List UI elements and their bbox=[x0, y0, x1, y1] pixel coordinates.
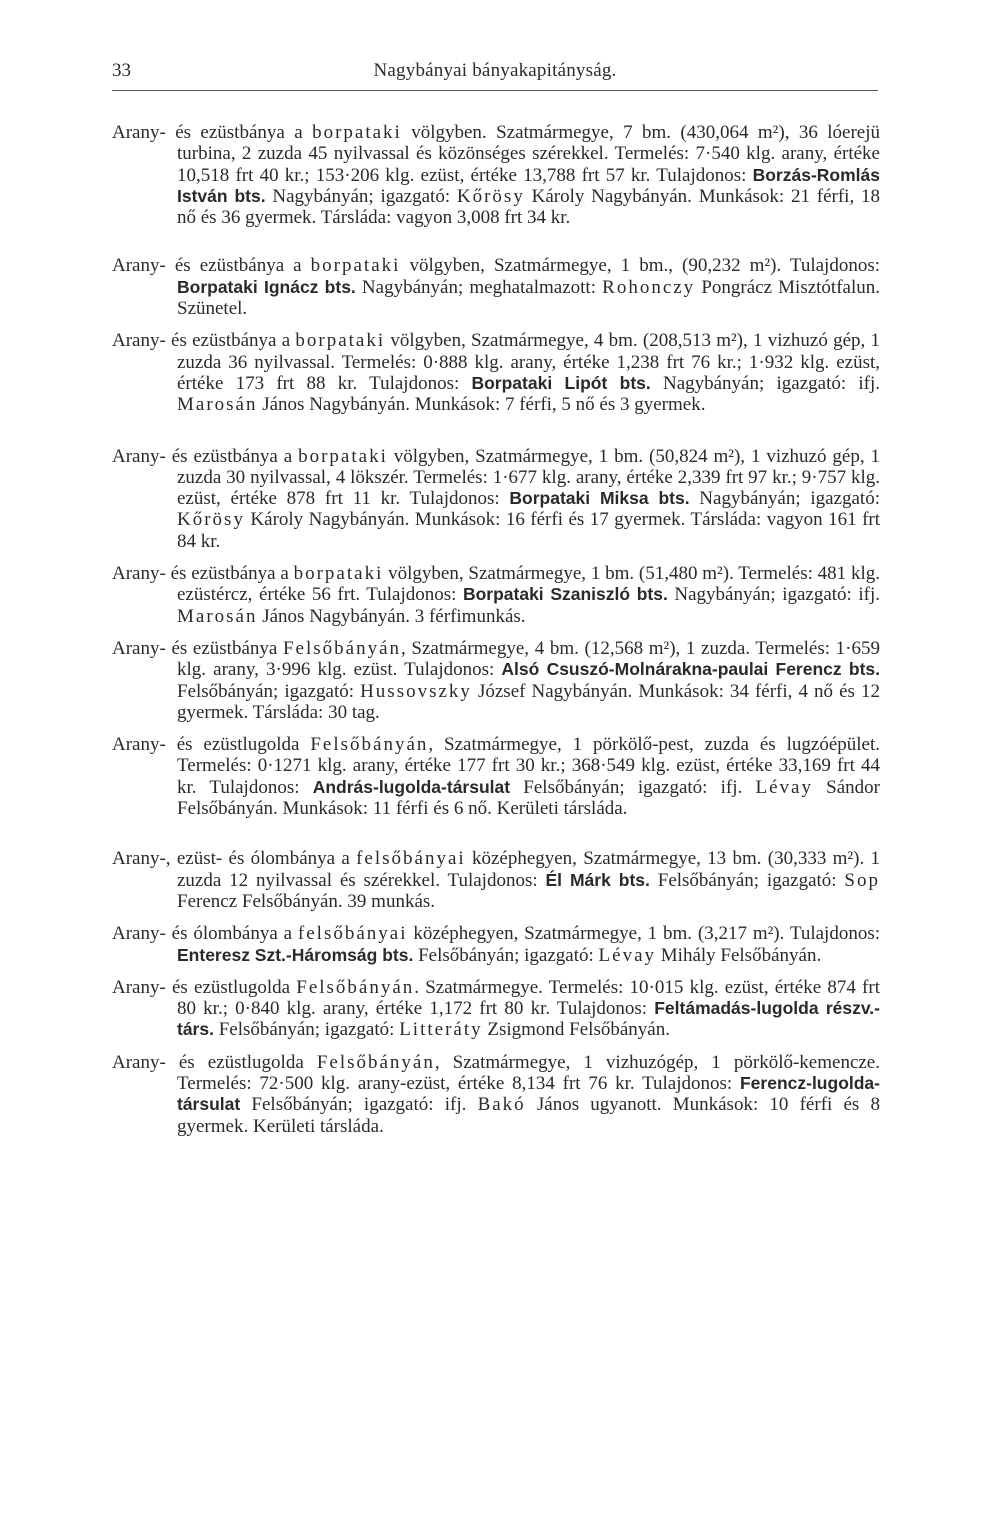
manager-name: Sop bbox=[844, 869, 880, 891]
place-name: borpataki bbox=[312, 122, 402, 143]
place-name: borpataki bbox=[298, 445, 388, 467]
manager-name: Rohonczy bbox=[602, 276, 696, 298]
place-name: borpataki bbox=[295, 330, 386, 352]
owner-name: Ferencz-lugolda-társulat bbox=[177, 1072, 880, 1115]
owner-name: Él Márk bts. bbox=[545, 869, 650, 890]
manager-name: Hussovszky bbox=[360, 680, 472, 702]
mine-entry: Arany- és ezüstbánya a borpataki völgyben, Szatmármegye, 1 bm., (90,232 m²). Tulajdonos: Borpataki Ignácz bts. Nagybányán; meghatalmazott: Rohonczy Pongrácz Misztótfalun. Szünetel. bbox=[112, 255, 881, 320]
manager-name: Lévay bbox=[755, 776, 813, 798]
owner-name: Alsó Csuszó-Molnárakna-paulai Ferencz bts. bbox=[501, 659, 880, 680]
mine-entry: Arany- és ezüstlugolda Felsőbányán, Szatmármegye, 1 vizhuzógép, 1 pörkölő-kemencze. Termelés: 72·500 klg. arany-ezüst, értéke 8,134 frt 76 kr. Tulajdonos: Ferencz-lugolda-társulat Felsőbányán; igazgató: ifj. Bakó János ugyanott. Munkások: 10 férfi és 8 gyermek. Kerületi társláda. bbox=[112, 1051, 881, 1137]
place-name: Felsőbányán bbox=[316, 1051, 435, 1073]
mine-entries bbox=[112, 122, 880, 1137]
manager-name: Lévay bbox=[598, 944, 657, 966]
owner-name: Enteresz Szt.-Háromság bts. bbox=[177, 944, 414, 965]
mine-entry: Arany- és ezüstbánya a borpataki völgyben, Szatmármegye, 1 bm. (50,824 m²), 1 vizhuzó gép, 1 zuzda 30 nyilvassal, 4 lökszér. Termelés: 1·677 klg. arany, értéke 2,339 frt 97 kr.; 9·757 klg. ezüst, értéke 878 frt 11 kr. Tulajdonos: Borpataki Miksa bts. Nagybányán; igazgató: Kőrösy Károly Nagybányán. Munkások: 16 férfi és 17 gyermek. Társláda: vagyon 161 frt 84 kr. bbox=[112, 445, 880, 552]
running-title: Nagybányai bányakapitányság. bbox=[373, 60, 617, 81]
mine-entry: Arany- és ezüstbánya Felsőbányán, Szatmármegye, 4 bm. (12,568 m²), 1 zuzda. Termelés: 1·659 klg. arany, 3·996 klg. ezüst. Tulajdonos: Alsó Csuszó-Molnárakna-paulai Ferencz bts. Felsőbányán; igazgató: Hussovszky József Nagybányán. Munkások: 34 férfi, 4 nő és 12 gyermek. Társláda: 30 tag. bbox=[112, 637, 880, 723]
manager-name: Kőrösy bbox=[456, 185, 525, 207]
place-name: Felsőbányán bbox=[296, 976, 415, 998]
place-name: borpataki bbox=[310, 255, 401, 277]
manager-name: Litteráty bbox=[399, 1019, 483, 1041]
owner-name: András-lugolda-társulat bbox=[312, 776, 511, 797]
place-name: felsőbányai bbox=[297, 923, 408, 945]
owner-name: Borpataki Ignácz bts. bbox=[177, 276, 356, 297]
mine-entry: Arany- és ezüstlugolda Felsőbányán. Szatmármegye. Termelés: 10·015 klg. ezüst, értéke 874 frt 80 kr.; 0·840 klg. arany, értéke 1,172 frt 80 kr. Tulajdonos: Feltámadás-lugolda részv.-társ. Felsőbányán; igazgató: Litteráty Zsigmond Felsőbányán. bbox=[112, 976, 880, 1041]
owner-name: Feltámadás-lugolda részv.-társ. bbox=[177, 998, 880, 1040]
owner-name: Borpataki Szaniszló bts. bbox=[462, 584, 668, 605]
place-name: Felsőbányán bbox=[282, 637, 402, 659]
mine-entry: Arany- és ezüstbánya a borpataki völgyben. Szatmármegye, 7 bm. (430,064 m²), 36 lóerejü turbina, 2 zuzda 45 nyilvassal és közönséges szérekkel. Termelés: 7·540 klg. arany, értéke 10,518 frt 40 kr.; 153·206 klg. ezüst, értéke 13,788 frt 57 kr. Tulajdonos: Borzás-Romlás István bts. Nagybányán; igazgató: Kőrösy Károly Nagybányán. Munkások: 21 férfi, 18 nő és 36 gyermek. Társláda: vagyon 3,008 frt 34 kr. bbox=[112, 122, 880, 229]
mine-entry: Arany- és ezüstlugolda Felsőbányán, Szatmármegye, 1 pörkölő-pest, zuzda és lugzóépület. Termelés: 0·1271 klg. arany, értéke 177 frt 30 kr.; 368·549 klg. ezüst, értéke 33,169 frt 44 kr. Tulajdonos: András-lugolda-társulat Felsőbányán; igazgató: ifj. Lévay Sándor Felsőbányán. Munkások: 11 férfi és 6 nő. Kerületi társláda. bbox=[112, 734, 881, 820]
place-name: felsőbányai bbox=[356, 848, 466, 870]
place-name: borpataki bbox=[293, 563, 384, 585]
manager-name: Bakó bbox=[477, 1094, 526, 1116]
place-name: Felsőbányán bbox=[310, 734, 429, 756]
mine-entry: Arany-, ezüst- és ólombánya a felsőbányai középhegyen, Szatmármegye, 13 bm. (30,333 m²). 1 zuzda 12 nyilvassal és szérekkel. Tulajdonos: Él Márk bts. Felsőbányán; igazgató: Sop Ferencz Felsőbányán. 39 munkás. bbox=[112, 848, 880, 912]
page-number: 33 bbox=[112, 60, 131, 81]
mine-entry: Arany- és ólombánya a felsőbányai középhegyen, Szatmármegye, 1 bm. (3,217 m²). Tulajdonos: Enteresz Szt.-Háromság bts. Felsőbányán; igazgató: Lévay Mihály Felsőbányán. bbox=[112, 923, 880, 966]
mine-entry: Arany- és ezüstbánya a borpataki völgyben, Szatmármegye, 1 bm. (51,480 m²). Termelés: 481 klg. ezüstércz, értéke 56 frt. Tulajdonos: Borpataki Szaniszló bts. Nagybányán; igazgató: ifj. Marosán János Nagybányán. 3 férfimunkás. bbox=[112, 563, 881, 627]
owner-name: Borzás-Romlás István bts. bbox=[177, 164, 880, 206]
page-header bbox=[112, 56, 878, 91]
owner-name: Borpataki Lipót bts. bbox=[471, 372, 651, 393]
manager-name: Kőrösy bbox=[177, 509, 245, 531]
owner-name: Borpataki Miksa bts. bbox=[509, 488, 690, 509]
manager-name: Marosán bbox=[177, 605, 258, 627]
manager-name: Marosán bbox=[177, 394, 258, 416]
mine-entry: Arany- és ezüstbánya a borpataki völgyben, Szatmármegye, 4 bm. (208,513 m²), 1 vizhuzó gép, 1 zuzda 36 nyilvassal. Termelés: 0·888 klg. arany, értéke 1,238 frt 76 kr.; 1·932 klg. ezüst, értéke 173 frt 88 kr. Tulajdonos: Borpataki Lipót bts. Nagybányán; igazgató: ifj. Marosán János Nagybányán. Munkások: 7 férfi, 5 nő és 3 gyermek. bbox=[112, 330, 880, 416]
